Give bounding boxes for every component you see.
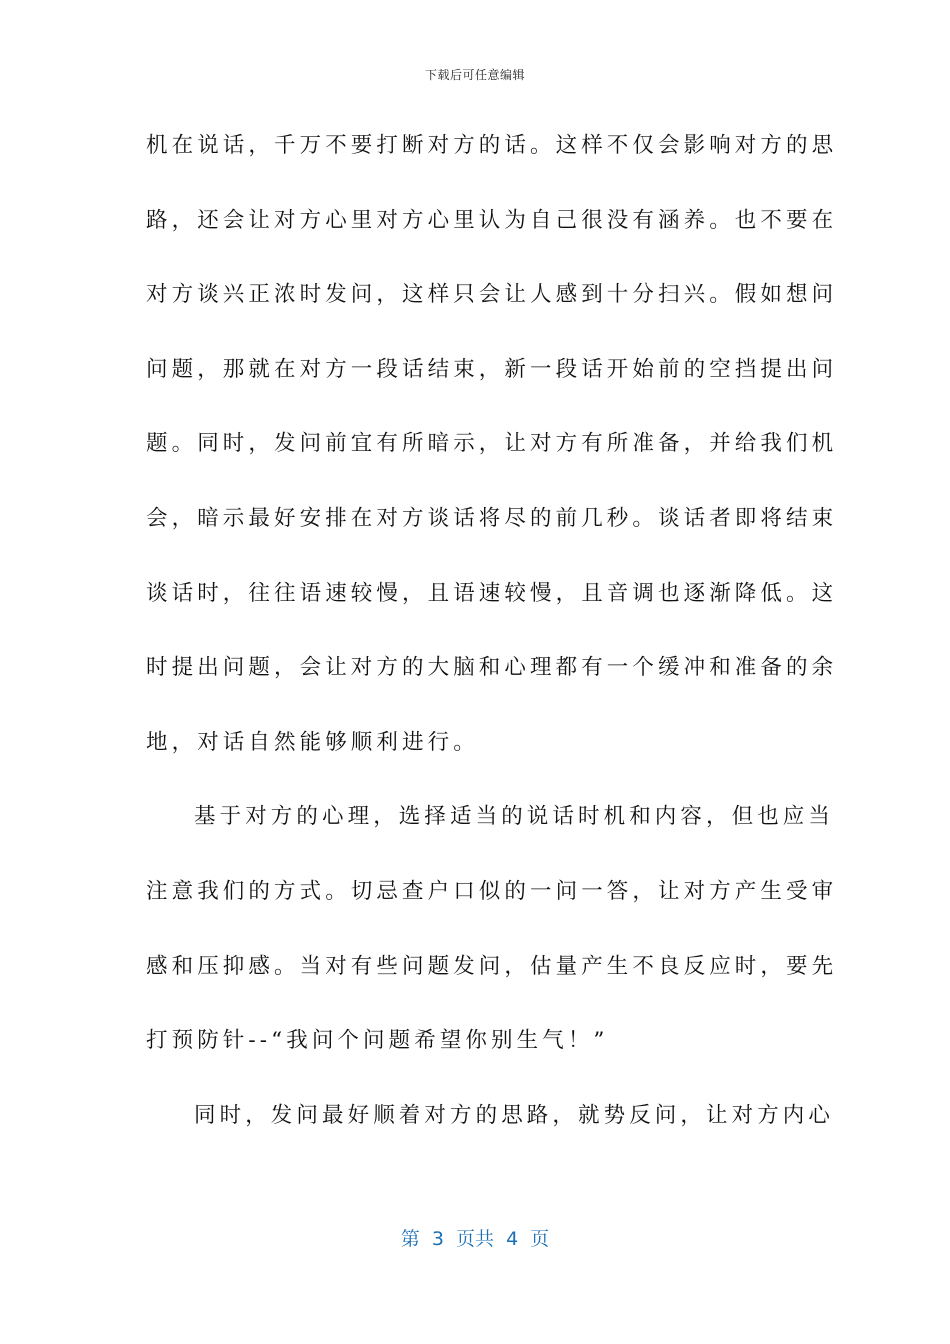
text-line: 打预防针--“我问个问题希望你别生气！” [146, 1028, 609, 1054]
document-body [146, 124, 838, 1168]
text-line: 会，暗示最好安排在对方谈话将尽的前几秒。谈话者即将结束 [146, 505, 838, 531]
paragraph-start-line: 同时，发问最好顺着对方的思路，就势反问，让对方内心 [194, 1102, 835, 1128]
text-line: 对方谈兴正浓时发问，这样只会让人感到十分扫兴。假如想问 [146, 282, 838, 308]
text-line: 感和压抑感。当对有些问题发问，估量产生不良反应时，要先 [146, 953, 838, 979]
page-number-footer: 第 3 页共 4 页 [400, 1228, 550, 1250]
text-line: 机在说话，千万不要打断对方的话。这样不仅会影响对方的思 [146, 133, 838, 158]
text-line: 注意我们的方式。切忌查户口似的一问一答，让对方产生受审 [146, 878, 838, 904]
text-line: 路，还会让对方心里对方心里认为自己很没有涵养。也不要在 [146, 207, 838, 233]
text-line: 问题，那就在对方一段话结束，新一段话开始前的空挡提出问 [146, 356, 838, 382]
text-line: 谈话时，往往语速较慢，且语速较慢，且音调也逐渐降低。这 [146, 580, 838, 606]
text-line: 地，对话自然能够顺利进行。 [146, 729, 479, 755]
page-header: 下载后可任意编辑 [424, 68, 525, 82]
paragraph-start-line: 基于对方的心理，选择适当的说话时机和内容，但也应当 [194, 804, 835, 830]
text-line: 题。同时，发问前宜有所暗示，让对方有所准备，并给我们机 [146, 431, 838, 457]
text-line: 时提出问题，会让对方的大脑和心理都有一个缓冲和准备的余 [146, 655, 838, 681]
